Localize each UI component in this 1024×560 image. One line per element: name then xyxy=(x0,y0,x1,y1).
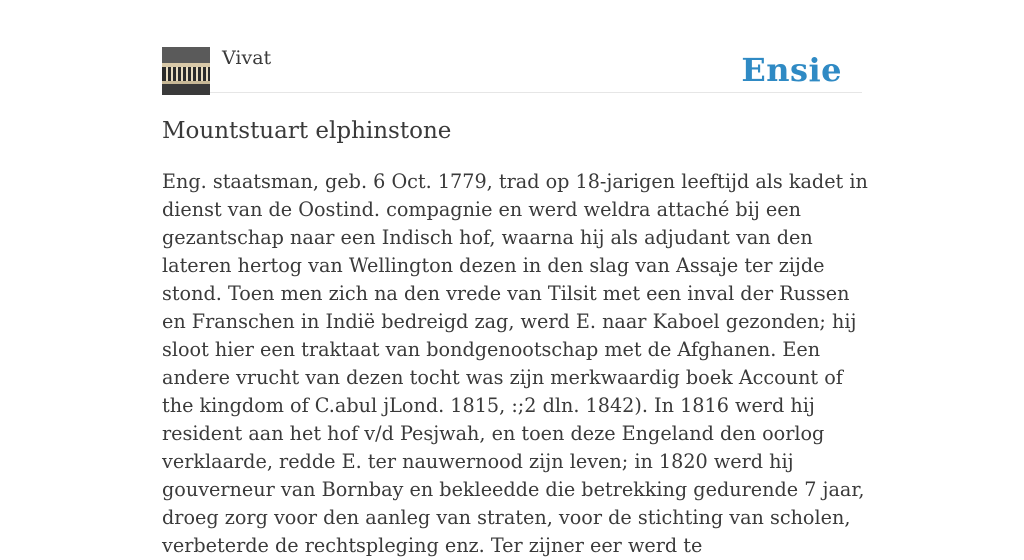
page-header xyxy=(162,46,862,93)
article-title: Mountstuart elphinstone xyxy=(162,118,452,144)
author-name-link[interactable]: Vivat xyxy=(222,47,272,69)
site-logo-link[interactable]: Ensie xyxy=(741,51,842,89)
book-spines-icon xyxy=(162,47,210,95)
article-body: Eng. staatsman, geb. 6 Oct. 1779, trad op 18-jarigen leeftijd als kadet in dienst van de Oostind. compagnie en werd weldra attaché bij een gezantschap naar een Indisch hof, waarna hij als adjudant van den lateren hertog van Wellington dezen in den slag van Assaje ter zijde stond. Toen men zich na den vrede van Tilsit met een inval der Russen en Franschen in Indië bedreigd zag, werd E. naar Kaboel gezonden; hij sloot hier een traktaat van bondgenootschap met de Afghanen. Een andere vrucht van dezen tocht was zijn merkwaardig boek Account of the kingdom of C.abul jLond. 1815, :;2 dln. 1842). In 1816 werd hij resident aan het hof v/d Pesjwah, en toen deze Engeland den oorlog verklaarde, redde E. ter nauwernood zijn leven; in 1820 werd hij gouverneur van Bornbay en bekleedde die betrekking gedurende 7 jaar, droeg zorg voor den aanleg van straten, voor de stichting van scholen, verbeterde de rechtspleging enz. Ter zijner eer werd te xyxy=(162,170,868,557)
avatar[interactable] xyxy=(162,47,210,95)
